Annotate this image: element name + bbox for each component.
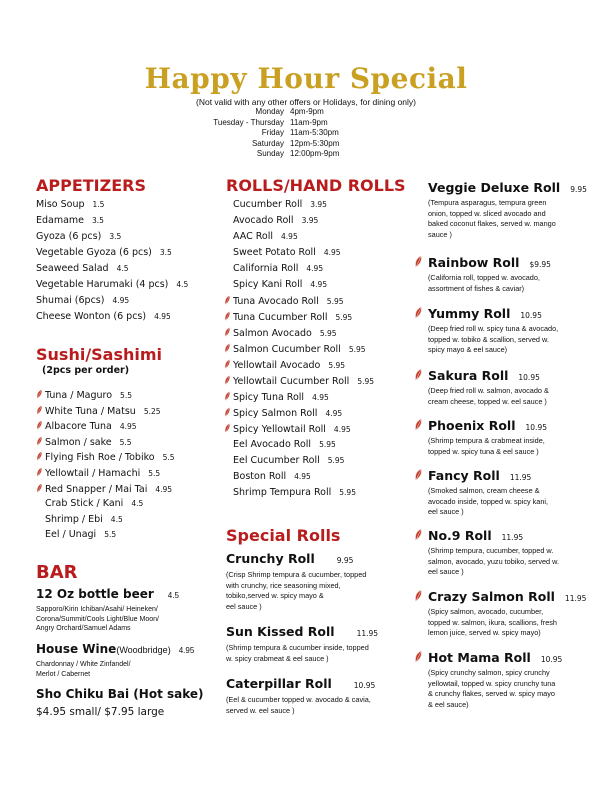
leaf-icon (36, 405, 43, 415)
item-name: Yellowtail Cucumber Roll (233, 376, 350, 387)
item-price: 5.95 (319, 440, 336, 449)
leaf-icon (414, 306, 423, 319)
item-price: 1.5 (92, 200, 105, 209)
list-item (36, 215, 104, 226)
item-name: Spicy Kani Roll (233, 279, 303, 290)
item-price: 5.5 (104, 530, 117, 540)
leaf-icon (414, 368, 423, 381)
list-item (36, 405, 161, 417)
item-price: 4.5 (131, 499, 144, 509)
list-item (224, 311, 352, 323)
leaf-icon (414, 468, 423, 481)
item-name: Eel Avocado Roll (233, 439, 312, 450)
desc-line: topped w. salmon, ikura, scallions, fresh (428, 617, 557, 627)
desc-line: served w. eel sauce ) (226, 705, 295, 715)
item-price: 4.95 (312, 393, 329, 402)
item-name: Tuna Avocado Roll (233, 296, 319, 307)
roll-name: Veggie Deluxe Roll (428, 180, 561, 195)
desc-line: eel sauce ) (428, 507, 464, 516)
list-item (36, 311, 171, 322)
leaf-icon (224, 375, 231, 385)
page-subtitle: (Not valid with any other offers or Holidays, for dining only) (196, 97, 416, 107)
hours-day: Sunday (256, 149, 284, 158)
list-item (45, 514, 123, 525)
item-name: Vegetable Harumaki (4 pcs) (36, 279, 169, 290)
desc-line: sauce ) (428, 229, 452, 239)
item-price: 5.95 (328, 361, 346, 370)
special-roll (226, 551, 406, 612)
list-item (36, 389, 132, 401)
desc-line: (Spicy salmon, avocado, cucumber, (428, 607, 544, 616)
list-item (233, 279, 327, 290)
wine-list (36, 660, 194, 679)
desc-line: lemon juice, served w. spicy mayo) (428, 628, 541, 637)
sake-price: $4.95 small/ $7.95 large (36, 706, 165, 718)
special-roll (226, 624, 406, 664)
desc-line: eel sauce ) (226, 601, 262, 611)
desc-line: (Shrimp tempura, cucumber, topped w. (428, 546, 554, 555)
desc-line: yellowtail, topped w. spicy crunchy tuna (428, 678, 556, 688)
leaf-icon (224, 423, 231, 433)
desc-line: salmon, avocado, yuzu tobiko, served w. (428, 556, 560, 566)
item-price: 4.95 (294, 472, 311, 481)
leaf-icon (414, 418, 423, 431)
roll-title (414, 255, 593, 270)
item-name: Edamame (36, 215, 85, 226)
item-price: 5.5 (119, 437, 132, 447)
roll-name: Yummy Roll (428, 306, 511, 321)
roll-title (414, 306, 593, 321)
wine-price: 4.95 (178, 646, 195, 655)
desc-line: eel sauce ) (428, 567, 464, 576)
beer-list (36, 605, 179, 634)
hours-time: 12pm-5:30pm (290, 138, 340, 148)
sushi-note: (2pcs per order) (42, 365, 130, 376)
leaf-icon (414, 650, 423, 663)
leaf-icon (224, 295, 231, 305)
list-item (233, 199, 327, 210)
desc-line: (California roll, topped w. avocado, (428, 273, 540, 282)
wine-line: Merlot / Cabernet (36, 670, 91, 678)
list-item (36, 467, 160, 479)
roll-name: Caterpillar Roll (226, 676, 332, 691)
item-name: Gyoza (6 pcs) (36, 231, 102, 242)
leaf-icon (36, 483, 43, 493)
item-price: 5.95 (357, 377, 375, 386)
roll-title (414, 528, 593, 543)
leaf-icon (36, 451, 43, 461)
item-name: Red Snapper / Mai Tai (45, 483, 148, 495)
list-item (36, 199, 104, 210)
item-name: Albacore Tuna (45, 421, 112, 433)
item-name: Salmon Cucumber Roll (233, 344, 341, 355)
hours-row (150, 118, 450, 127)
item-price: 3.5 (159, 248, 172, 257)
item-price: 4.95 (154, 312, 171, 321)
list-item (224, 391, 329, 403)
list-item (233, 471, 311, 482)
roll-desc (428, 546, 593, 578)
roll-price: 10.95 (520, 311, 542, 320)
item-name: Shrimp Tempura Roll (233, 487, 332, 498)
item-price: 5.95 (319, 329, 337, 338)
desc-line: w. spicy crabmeat & eel sauce ) (226, 653, 329, 663)
page-title: Happy Hour Special (144, 62, 468, 95)
item-name: White Tuna / Matsu (45, 405, 136, 417)
signature-roll (414, 589, 593, 639)
item-price: 4.5 (110, 514, 123, 524)
list-item (45, 529, 116, 540)
leaf-icon (36, 467, 43, 477)
item-name: Cheese Wonton (6 pcs) (36, 311, 147, 322)
item-price: 5.95 (335, 313, 353, 322)
item-price: 5.95 (339, 488, 356, 497)
leaf-icon (224, 391, 231, 401)
signature-roll (414, 468, 593, 518)
item-price: 4.95 (112, 296, 130, 305)
roll-price: 11.95 (356, 629, 379, 638)
list-item (224, 343, 366, 355)
roll-name: Crunchy Roll (226, 551, 315, 566)
item-name: Miso Soup (36, 199, 85, 210)
hours-row (150, 128, 450, 137)
item-price: 5.5 (162, 453, 175, 463)
desc-line: (Deep fried roll w. salmon, avocado & (428, 386, 549, 395)
roll-price: 10.95 (353, 681, 376, 690)
desc-line: (Shrimp tempura & crabmeat inside, (428, 436, 545, 445)
desc-line: (Crisp Shrimp tempura & cucumber, topped (226, 570, 367, 579)
roll-desc (428, 607, 593, 639)
list-item (233, 263, 323, 274)
roll-title (428, 180, 593, 195)
roll-title (414, 418, 593, 433)
sake-title: Sho Chiku Bai (Hot sake) (36, 687, 204, 701)
list-item (233, 439, 336, 450)
item-name: Salmon / sake (45, 436, 112, 448)
signature-roll (414, 650, 593, 710)
roll-desc (428, 324, 593, 356)
item-name: Spicy Tuna Roll (233, 392, 305, 403)
leaf-icon (224, 359, 231, 369)
hours-time: 11am-9pm (290, 117, 328, 127)
item-price: 4.95 (310, 280, 328, 289)
list-item (36, 483, 172, 495)
hours-time: 12:00pm-9pm (290, 149, 340, 158)
item-name: Tuna Cucumber Roll (233, 312, 328, 323)
item-price: 4.95 (281, 232, 298, 241)
roll-desc (428, 668, 593, 710)
roll-desc (428, 198, 593, 240)
item-price: 5.5 (148, 469, 161, 478)
signature-roll (414, 528, 593, 578)
list-item (233, 487, 356, 498)
item-name: Sweet Potato Roll (233, 247, 316, 258)
sushi-heading: Sushi/Sashimi (36, 345, 163, 364)
roll-price: 11.95 (501, 533, 524, 542)
list-item (36, 279, 188, 290)
list-item (224, 295, 344, 307)
wine-title: House Wine (36, 642, 117, 656)
roll-price: $9.95 (529, 260, 551, 269)
hours-day: Friday (261, 128, 284, 137)
desc-line: topped w. tobiko & scallion, served w. (428, 334, 549, 344)
hours-day: Monday (255, 107, 284, 116)
list-item (224, 407, 342, 419)
leaf-icon (36, 389, 43, 399)
leaf-icon (414, 528, 423, 541)
desc-line: (Shrimp tempura & cucumber inside, topped (226, 643, 369, 652)
signature-roll (428, 180, 593, 240)
signature-roll (414, 306, 593, 356)
wine-sub: (Woodbridge) (116, 645, 171, 655)
desc-line: baked coconut flakes, served w. mango (428, 219, 556, 228)
list-item (224, 423, 351, 435)
item-name: Flying Fish Roe / Tobiko (45, 452, 155, 464)
leaf-icon (224, 327, 231, 337)
roll-title (414, 650, 593, 665)
item-name: Seaweed Salad (36, 263, 109, 274)
leaf-icon (224, 407, 231, 417)
item-price: 4.5 (176, 280, 189, 289)
item-name: Vegetable Gyoza (6 pcs) (36, 247, 152, 258)
item-name: Boston Roll (233, 471, 287, 482)
item-name: Cucumber Roll (233, 199, 303, 210)
signature-roll (414, 368, 593, 407)
desc-line: topped w. spicy tuna & eel sauce ) (428, 446, 539, 456)
list-item (233, 455, 344, 466)
item-name: Spicy Yellowtail Roll (233, 424, 326, 435)
roll-price: 11.95 (564, 594, 587, 603)
roll-name: No.9 Roll (428, 528, 492, 543)
desc-line: onion, topped w. sliced avocado and (428, 208, 546, 218)
leaf-icon (224, 311, 231, 321)
roll-price: 10.95 (540, 655, 563, 664)
roll-title (226, 624, 406, 639)
item-name: Spicy Salmon Roll (233, 408, 318, 419)
roll-price: 9.95 (570, 185, 587, 194)
item-price: 3.95 (301, 216, 319, 225)
desc-line: spicy mayo & eel sauce) (428, 345, 508, 354)
item-name: Avocado Roll (233, 215, 294, 226)
item-price: 5.95 (327, 456, 345, 465)
hours-time: 11am-5:30pm (290, 128, 339, 137)
desc-line: (Smoked salmon, cream cheese & (428, 486, 540, 495)
wine-block (36, 640, 194, 679)
bar-heading: BAR (36, 562, 78, 583)
signature-roll (414, 255, 593, 294)
item-price: 3.5 (92, 216, 104, 225)
special-heading: Special Rolls (226, 526, 341, 545)
item-name: Salmon Avocado (233, 328, 312, 339)
list-item (36, 247, 172, 258)
list-item (36, 420, 137, 432)
desc-line: avocado inside, topped w. spicy kani, (428, 496, 549, 506)
list-item (224, 359, 345, 371)
list-item (36, 263, 129, 274)
special-roll (226, 676, 406, 716)
hours-time: 4pm-9pm (290, 107, 324, 116)
beer-line: Angry Orchard/Samuel Adams (36, 625, 131, 632)
item-name: Eel Cucumber Roll (233, 455, 320, 466)
roll-desc (428, 486, 593, 518)
roll-desc (428, 273, 593, 294)
list-item (45, 498, 143, 509)
roll-price: 10.95 (525, 423, 547, 432)
list-item (233, 247, 341, 258)
roll-price: 10.95 (518, 373, 540, 382)
leaf-icon (414, 589, 423, 602)
appetizers-heading: APPETIZERS (36, 176, 147, 195)
leaf-icon (414, 255, 423, 268)
leaf-icon (36, 436, 43, 446)
desc-line: & eel sauce) (428, 699, 469, 709)
list-item (224, 375, 374, 387)
roll-name: Fancy Roll (428, 468, 500, 483)
item-price: 4.95 (323, 248, 341, 257)
roll-desc (226, 570, 406, 612)
roll-name: Sakura Roll (428, 368, 509, 383)
roll-price: 11.95 (509, 473, 532, 482)
item-price: 4.5 (116, 264, 129, 273)
item-name: Shumai (6pcs) (36, 295, 105, 306)
item-price: 4.95 (155, 484, 173, 494)
roll-name: Rainbow Roll (428, 255, 520, 270)
item-price: 4.95 (306, 264, 324, 273)
desc-line: tobiko,served w. spicy mayo & (226, 591, 324, 600)
desc-line: cream cheese, topped w. eel sauce ) (428, 396, 547, 406)
desc-line: (Deep fried roll w. spicy tuna & avocado, (428, 324, 559, 333)
item-name: AAC Roll (233, 231, 274, 242)
beer-block (36, 585, 179, 634)
roll-title (414, 368, 593, 383)
desc-line: (Spicy crunchy salmon, spicy crunchy (428, 668, 550, 677)
item-price: 3.5 (109, 232, 122, 241)
hours-day: Tuesday - Thursday (213, 117, 284, 127)
list-item (224, 327, 337, 339)
item-price: 5.95 (326, 297, 344, 306)
roll-name: Sun Kissed Roll (226, 624, 335, 639)
item-name: Yellowtail / Hamachi (45, 468, 141, 479)
roll-name: Phoenix Roll (428, 418, 516, 433)
item-name: California Roll (233, 263, 299, 274)
rolls-heading: ROLLS/HAND ROLLS (226, 176, 406, 195)
roll-desc (428, 436, 593, 457)
item-name: Eel / Unagi (45, 529, 97, 541)
item-name: Shrimp / Ebi (45, 513, 103, 525)
list-item (36, 436, 132, 448)
list-item (36, 295, 129, 306)
hours-row (150, 139, 450, 148)
item-name: Crab Stick / Kani (45, 498, 124, 510)
desc-line: & crunchy flakes, served w. spicy mayo (428, 689, 555, 698)
leaf-icon (36, 420, 43, 430)
roll-title (414, 589, 593, 604)
roll-title (226, 551, 406, 566)
desc-line: with crunchy, rice seasoning mixed, (226, 580, 341, 590)
hours-row (150, 149, 450, 158)
hours-day: Saturday (251, 138, 284, 148)
item-name: Yellowtail Avocado (233, 360, 321, 371)
list-item (36, 451, 175, 463)
item-price: 4.95 (333, 425, 351, 434)
wine-line: Chardonnay / White Zinfandel/ (36, 661, 131, 668)
hours-row (150, 107, 450, 116)
beer-line: Sapporo/Kirin Ichiban/Asahi/ Heineken/ (36, 606, 158, 613)
item-price: 5.5 (120, 391, 132, 400)
desc-line: assortment of fishes & caviar) (428, 283, 525, 293)
roll-name: Hot Mama Roll (428, 650, 531, 665)
roll-name: Crazy Salmon Roll (428, 589, 555, 604)
roll-title (226, 676, 406, 691)
item-price: 5.25 (143, 406, 161, 416)
signature-roll (414, 418, 593, 457)
roll-desc (226, 695, 406, 716)
list-item (233, 231, 298, 242)
desc-line: (Eel & cucumber topped w. avocado & cavia, (226, 695, 371, 704)
item-name: Tuna / Maguro (45, 390, 113, 401)
beer-price: 4.5 (167, 591, 179, 600)
roll-price: 9.95 (336, 556, 354, 565)
roll-desc (226, 643, 406, 664)
item-price: 5.95 (348, 345, 366, 354)
item-price: 3.95 (310, 200, 327, 209)
leaf-icon (224, 343, 231, 353)
beer-title: 12 Oz bottle beer (36, 587, 154, 601)
item-price: 4.95 (119, 422, 137, 432)
list-item (36, 231, 121, 242)
desc-line: (Tempura asparagus, tempura green (428, 198, 547, 207)
list-item (233, 215, 318, 226)
item-price: 4.95 (325, 409, 343, 418)
roll-desc (428, 386, 593, 407)
beer-line: Corona/Summit/Cools Light/Blue Moon/ (36, 615, 159, 623)
roll-title (414, 468, 593, 483)
